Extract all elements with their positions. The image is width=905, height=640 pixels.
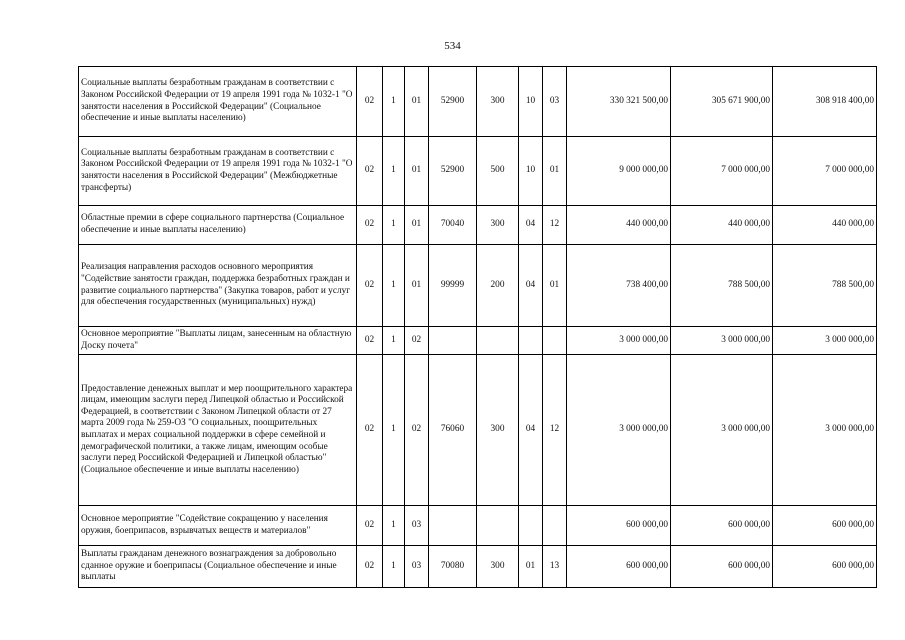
table-row	[79, 245, 877, 327]
subprogram-code: 1	[383, 245, 405, 327]
program-code: 02	[357, 67, 383, 137]
section-code: 10	[519, 67, 543, 137]
table-row	[79, 355, 877, 506]
event-code: 02	[405, 327, 429, 355]
table-row	[79, 67, 877, 137]
amount-year-1: 330 321 500,00	[567, 67, 671, 137]
event-code: 03	[405, 546, 429, 588]
subprogram-code: 1	[383, 137, 405, 206]
section-code: 04	[519, 206, 543, 245]
subprogram-code: 1	[383, 206, 405, 245]
subsection-code: 13	[543, 546, 567, 588]
section-code: 10	[519, 137, 543, 206]
table-row	[79, 137, 877, 206]
direction-code: 70080	[429, 546, 477, 588]
amount-year-3: 7 000 000,00	[773, 137, 877, 206]
amount-year-2: 600 000,00	[671, 506, 773, 546]
subprogram-code: 1	[383, 327, 405, 355]
amount-year-3: 308 918 400,00	[773, 67, 877, 137]
amount-year-2: 3 000 000,00	[671, 327, 773, 355]
section-code	[519, 327, 543, 355]
subsection-code: 12	[543, 206, 567, 245]
amount-year-1: 738 400,00	[567, 245, 671, 327]
subprogram-code: 1	[383, 546, 405, 588]
section-code: 04	[519, 245, 543, 327]
page-number: 534	[444, 40, 461, 52]
amount-year-3: 3 000 000,00	[773, 355, 877, 506]
amount-year-2: 440 000,00	[671, 206, 773, 245]
expense-type-code	[477, 327, 519, 355]
program-code: 02	[357, 355, 383, 506]
row-description: Предоставление денежных выплат и мер поощрительного характера лицам, имеющим заслуги перед Липецкой областью и Российской Федерацией, в соответствии с Законом Липецкой области от 27 марта 2009 года № 259-ОЗ "О социальных, поощрительных выплатах и мерах социальной поддержки в сфере семейной и демографической политики, а также лицам, имеющим особые заслуги перед Российской Федерацией и Липецкой областью" (Социальное обеспечение и иные выплаты населению)	[79, 355, 357, 506]
program-code: 02	[357, 546, 383, 588]
subsection-code: 12	[543, 355, 567, 506]
subprogram-code: 1	[383, 355, 405, 506]
row-description: Основное мероприятие "Содействие сокращению у населения оружия, боеприпасов, взрывчатых веществ и материалов"	[79, 506, 357, 546]
table-row	[79, 206, 877, 245]
amount-year-3: 600 000,00	[773, 506, 877, 546]
subsection-code: 01	[543, 137, 567, 206]
amount-year-1: 3 000 000,00	[567, 327, 671, 355]
direction-code: 52900	[429, 137, 477, 206]
amount-year-3: 600 000,00	[773, 546, 877, 588]
subsection-code: 03	[543, 67, 567, 137]
expense-type-code	[477, 506, 519, 546]
amount-year-3: 3 000 000,00	[773, 327, 877, 355]
amount-year-1: 600 000,00	[567, 546, 671, 588]
program-code: 02	[357, 245, 383, 327]
amount-year-2: 7 000 000,00	[671, 137, 773, 206]
amount-year-2: 600 000,00	[671, 546, 773, 588]
expense-type-code: 300	[477, 355, 519, 506]
row-description: Социальные выплаты безработным гражданам в соответствии с Законом Российской Федерации от 19 апреля 1991 года № 1032-1 "О занятости населения в Российской Федерации" (Межбюджетные трансферты)	[79, 137, 357, 206]
section-code	[519, 506, 543, 546]
subprogram-code: 1	[383, 67, 405, 137]
amount-year-1: 3 000 000,00	[567, 355, 671, 506]
amount-year-2: 3 000 000,00	[671, 355, 773, 506]
table-row	[79, 327, 877, 355]
program-code: 02	[357, 206, 383, 245]
section-code: 04	[519, 355, 543, 506]
subsection-code	[543, 506, 567, 546]
amount-year-1: 9 000 000,00	[567, 137, 671, 206]
event-code: 01	[405, 245, 429, 327]
amount-year-1: 600 000,00	[567, 506, 671, 546]
direction-code	[429, 506, 477, 546]
table-row	[79, 506, 877, 546]
event-code: 01	[405, 67, 429, 137]
row-description: Реализация направления расходов основного мероприятия "Содействие занятости граждан, поддержка безработных граждан и развитие социального партнерства" (Закупка товаров, работ и услуг для обеспечения государственных (муниципальных) нужд)	[79, 245, 357, 327]
row-description: Основное мероприятие "Выплаты лицам, занесенным на областную Доску почета"	[79, 327, 357, 355]
event-code: 01	[405, 206, 429, 245]
row-description: Выплаты гражданам денежного вознаграждения за добровольно сданное оружие и боеприпасы (Социальное обеспечение и иные выплаты	[79, 546, 357, 588]
expense-type-code: 300	[477, 67, 519, 137]
section-code: 01	[519, 546, 543, 588]
direction-code: 52900	[429, 67, 477, 137]
amount-year-2: 305 671 900,00	[671, 67, 773, 137]
program-code: 02	[357, 137, 383, 206]
expense-type-code: 500	[477, 137, 519, 206]
budget-table	[78, 66, 877, 588]
expense-type-code: 300	[477, 206, 519, 245]
event-code: 02	[405, 355, 429, 506]
program-code: 02	[357, 327, 383, 355]
event-code: 01	[405, 137, 429, 206]
expense-type-code: 300	[477, 546, 519, 588]
subprogram-code: 1	[383, 506, 405, 546]
direction-code: 76060	[429, 355, 477, 506]
direction-code: 70040	[429, 206, 477, 245]
row-description: Социальные выплаты безработным гражданам в соответствии с Законом Российской Федерации от 19 апреля 1991 года № 1032-1 "О занятости населения в Российской Федерации" (Социальное обеспечение и иные выплаты населению)	[79, 67, 357, 137]
direction-code	[429, 327, 477, 355]
amount-year-2: 788 500,00	[671, 245, 773, 327]
subsection-code	[543, 327, 567, 355]
program-code: 02	[357, 506, 383, 546]
direction-code: 99999	[429, 245, 477, 327]
amount-year-1: 440 000,00	[567, 206, 671, 245]
amount-year-3: 788 500,00	[773, 245, 877, 327]
subsection-code: 01	[543, 245, 567, 327]
expense-type-code: 200	[477, 245, 519, 327]
event-code: 03	[405, 506, 429, 546]
row-description: Областные премии в сфере социального партнерства (Социальное обеспечение и иные выплаты населению)	[79, 206, 357, 245]
table-row	[79, 546, 877, 588]
amount-year-3: 440 000,00	[773, 206, 877, 245]
